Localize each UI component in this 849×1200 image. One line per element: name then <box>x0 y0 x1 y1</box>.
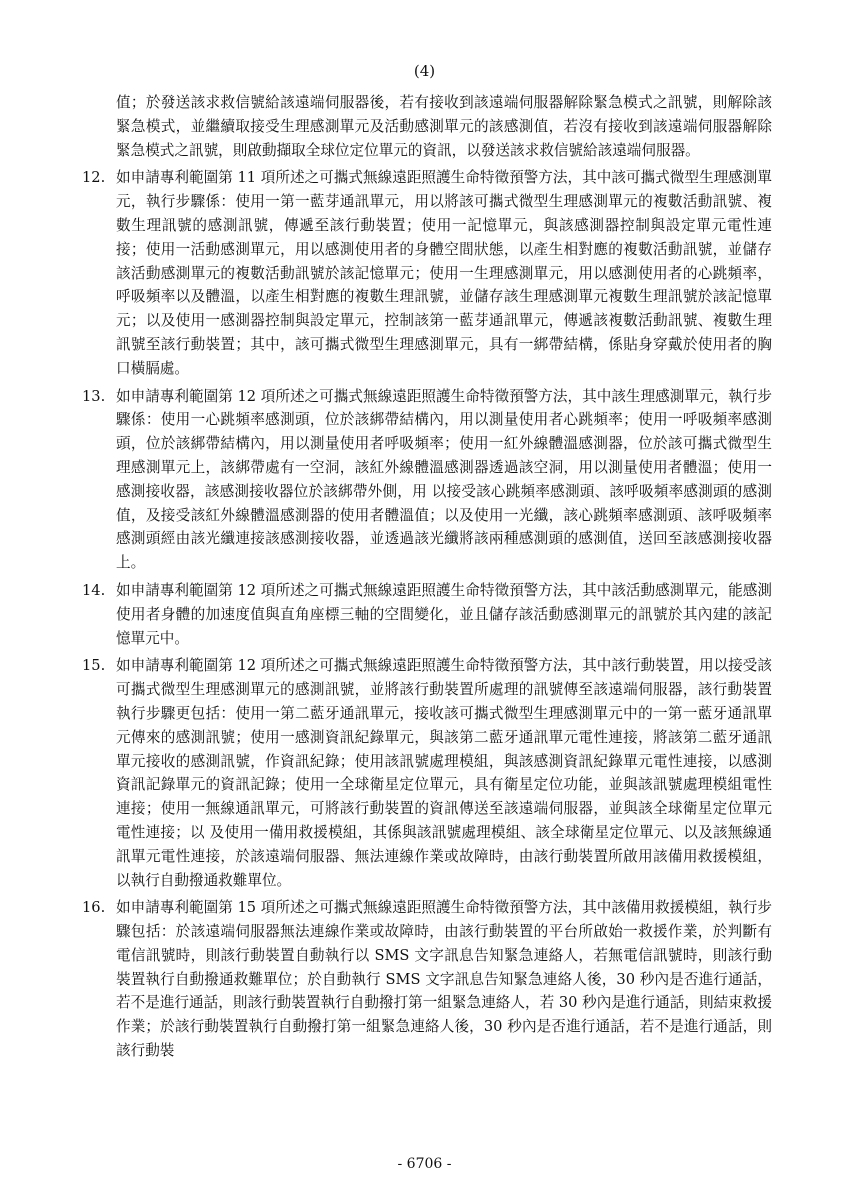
claim-number: 15. <box>82 657 106 675</box>
claim-text: 如申請專利範圍第 12 項所述之可攜式無線遠距照護生命特徵預警方法，其中該行動裝置，用以接受該可攜式微型生理感測單元的感測訊號，並將該行動裝置所處理的訊號傳至該遠端伺服器，該行動裝置執行步驟更包括：使用一第二藍牙通訊單元，接收該可攜式微型生理感測單元中的一第一藍牙通訊單元傳來的感測訊號；使用一感測資訊紀錄單元，與該第二藍牙通訊單元電性連接，將該第二藍牙通訊單元接收的感測訊號，作資訊紀錄；使用該訊號處理模組，與該感測資訊紀錄單元電性連接，以感測資訊記錄單元的資訊記錄；使用一全球衛星定位單元，具有衛星定位功能，並與該訊號處理模組電性連接；使用一無線通訊單元，可將該行動裝置的資訊傳送至該遠端伺服器，並與該全球衛星定位單元電性連接；以 及使用一備用救援模組，其係與該訊號處理模組、該全球衛星定位單元、以及該無線通訊單元電性連接，於該遠端伺服器、無法連線作業或故障時，由該行動裝置所啟用該備用救援模組，以執行自動撥通救難單位。 <box>116 657 772 889</box>
claim-number: 16. <box>82 899 106 917</box>
continuation-paragraph: 值；於發送該求救信號給該遠端伺服器後，若有接收到該遠端伺服器解除緊急模式之訊號，則解除該緊急模式，並繼續取接受生理感測單元及活動感測單元的該感測值，若沒有接收到該遠端伺服器解除緊急模式之訊號，則啟動擷取全球位定位單元的資訊，以發送該求救信號給該遠端伺服器。 <box>116 94 772 159</box>
claim-13 <box>82 385 772 575</box>
claim-text: 如申請專利範圍第 11 項所述之可攜式無線遠距照護生命特徵預警方法，其中該可攜式微型生理感測單元，執行步驟係：使用一第一藍芽通訊單元，用以將該可攜式微型生理感測單元的複數活動訊號、複數生理訊號的感測訊號，傳遞至該行動裝置；使用一記憶單元，與該感測器控制與設定單元電性連接；使用一活動感測單元，用以感測使用者的身體空間狀態，以產生相對應的複數活動訊號，並儲存該活動感測單元的複數活動訊號於該記憶單元；使用一生理感測單元，用以感測使用者的心跳頻率，呼吸頻率以及體溫，以產生相對應的複數生理訊號，並儲存該生理感測單元複數生理訊號於該記憶單元；以及使用一感測器控制與設定單元，控制該第一藍芽通訊單元，傳遞該複數活動訊號、複數生理訊號至該行動裝置；其中，該可攜式微型生理感測單元，具有一綁帶結構，係貼身穿戴於使用者的胸口橫膈處。 <box>116 169 772 377</box>
page-header: (4) <box>413 62 436 80</box>
page-number: - 6706 - <box>397 1156 452 1172</box>
claim-text: 如申請專利範圍第 15 項所述之可攜式無線遠距照護生命特徵預警方法，其中該備用救援模組，執行步驟包括：於該遠端伺服器無法連線作業或故障時，由該行動裝置的平台所啟始一救援作業，於判斷有電信訊號時，則該行動裝置自動執行以 SMS 文字訊息告知緊急連絡人，若無電信訊號時，則該行動裝置執行自動撥通救難單位；於自動執行 SMS 文字訊息告知緊急連絡人後，30 秒內是否進行通話，若不是進行通話，則該行動裝置執行自動撥打第一組緊急連絡人，若 30 秒內是進行通話，則結束救援作業；於該行動裝置執行自動撥打第一組緊急連絡人後，30 秒內是否進行通話，若不是進行通話，則該行動裝 <box>116 899 772 1060</box>
claims-body <box>82 91 772 1063</box>
claim-text: 如申請專利範圍第 12 項所述之可攜式無線遠距照護生命特徵預警方法，其中該生理感測單元，執行步驟係：使用一心跳頻率感測頭，位於該綁帶結構內，用以測量使用者心跳頻率；使用一呼吸頻率感測頭，位於該綁帶結構內，用以測量使用者呼吸頻率；使用一紅外線體溫感測器，位於該可攜式微型生理感測單元上，該綁帶處有一空洞，該紅外線體溫感測器透過該空洞，用以測量使用者體溫；使用一感測接收器，該感測接收器位於該綁帶外側，用 以接受該心跳頻率感測頭、該呼吸頻率感測頭的感測值，及接受該紅外線體溫感測器的使用者體溫值；以及使用一光纖，該心跳頻率感測頭、該呼吸頻率感測頭經由該光纖連接該感測接收器，並透過該光纖將該兩種感測頭的感測值，送回至該感測接收器上。 <box>116 387 772 572</box>
claim-number: 12. <box>82 169 106 187</box>
claim-number: 13. <box>82 387 106 405</box>
claim-15 <box>82 654 772 892</box>
claim-14 <box>82 579 772 650</box>
claim-16 <box>82 896 772 1063</box>
claim-number: 14. <box>82 581 106 599</box>
claim-text: 如申請專利範圍第 12 項所述之可攜式無線遠距照護生命特徵預警方法，其中該活動感測單元，能感測使用者身體的加速度值與直角座標三軸的空間變化，並且儲存該活動感測單元的訊號於其內建的該記憶單元中。 <box>116 581 772 647</box>
claim-12 <box>82 166 772 380</box>
